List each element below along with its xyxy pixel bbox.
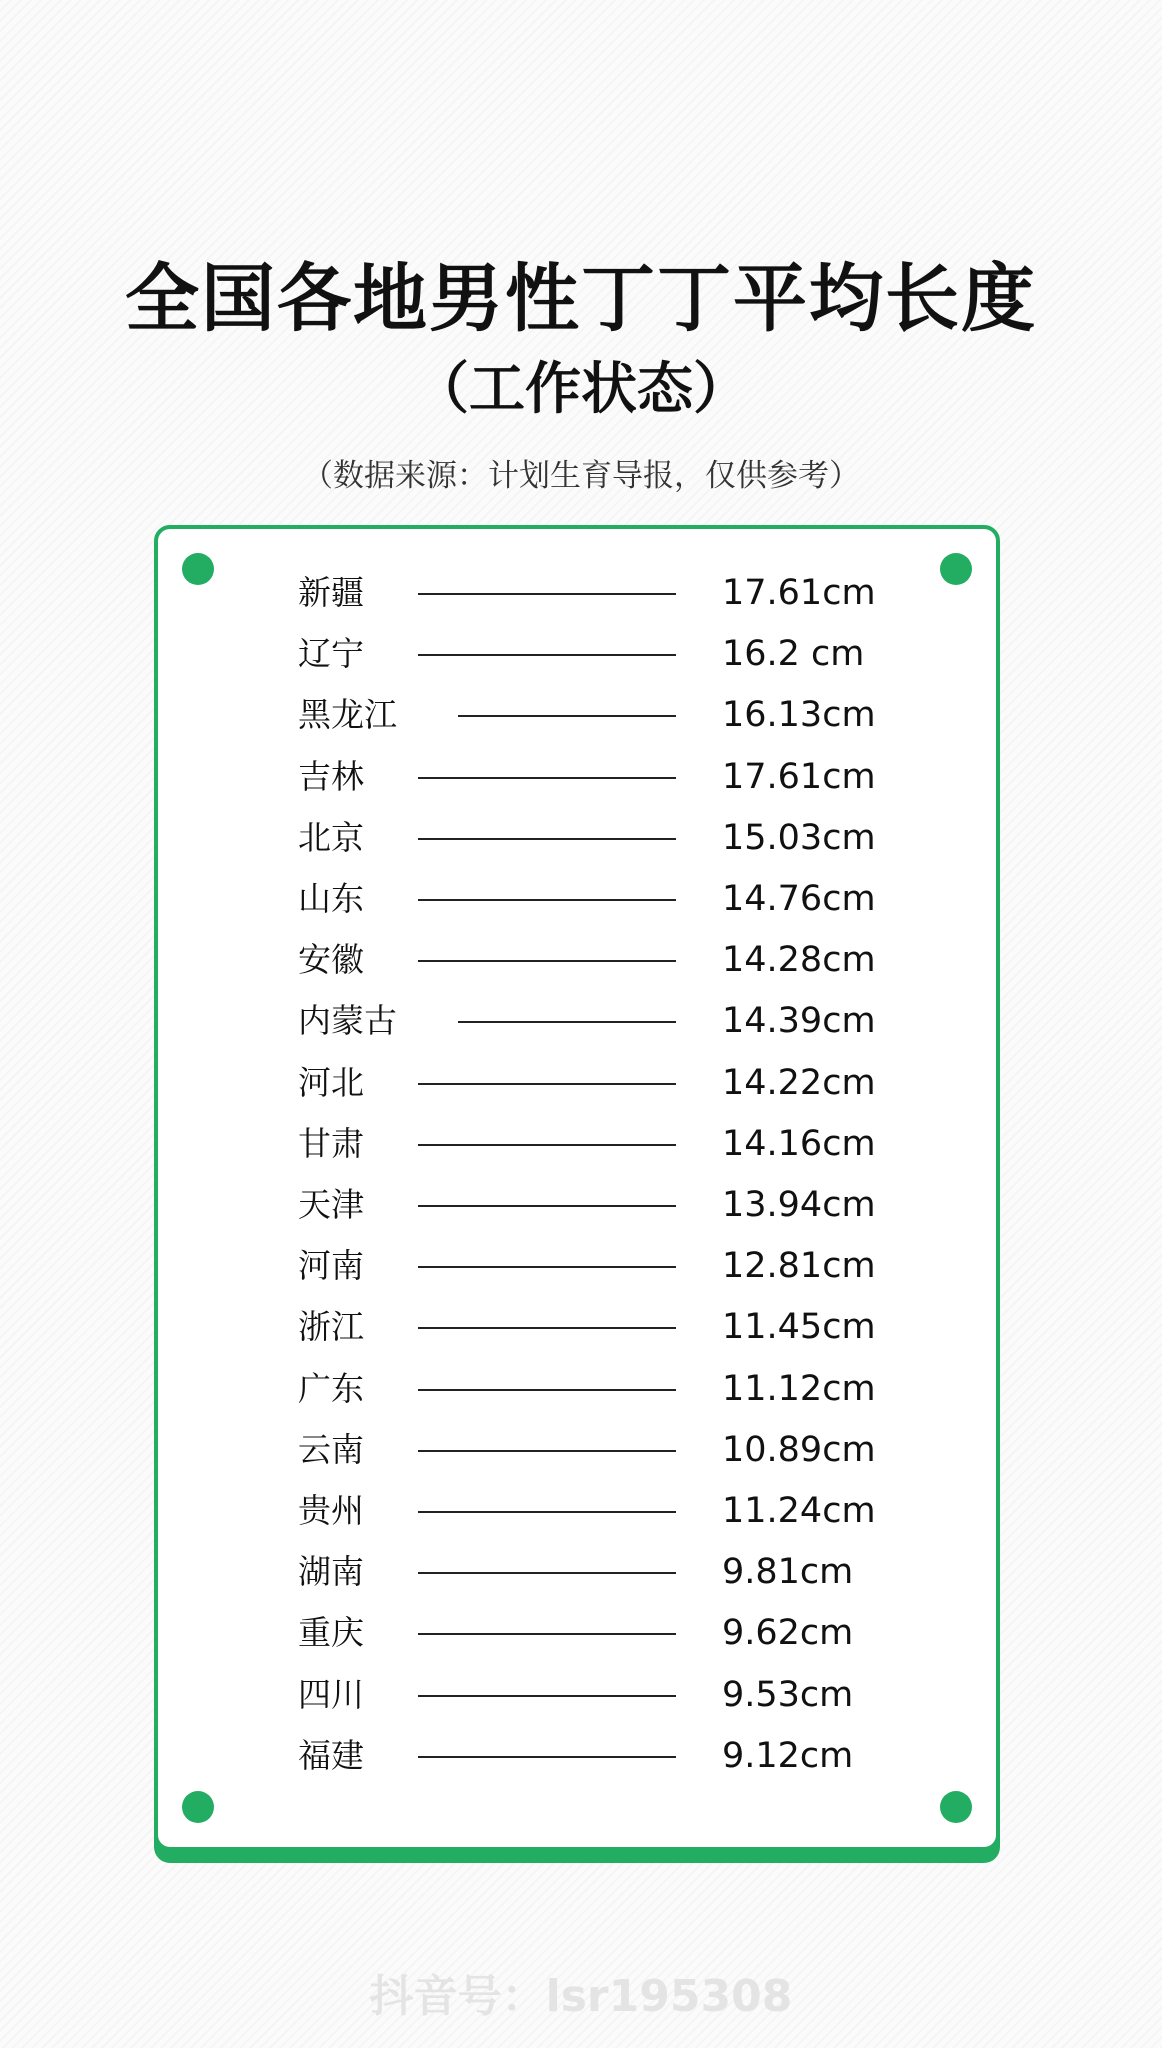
region-name: 辽宁 [298, 634, 364, 674]
region-name: 天津 [298, 1185, 364, 1224]
leader-line [418, 899, 676, 901]
leader-line [418, 1389, 676, 1391]
leader-line [418, 777, 676, 779]
length-value: 13.94cm [722, 1185, 876, 1225]
leader-line [418, 1205, 676, 1207]
leader-line [418, 1450, 676, 1452]
leader-line [418, 1633, 676, 1635]
table-row [158, 1303, 996, 1351]
table-row [158, 1487, 996, 1535]
region-name: 山东 [298, 879, 364, 918]
length-value: 11.12cm [722, 1368, 876, 1409]
table-row [158, 1732, 996, 1780]
table-row [158, 1365, 996, 1413]
region-name: 新疆 [298, 573, 364, 612]
leader-line [418, 654, 676, 656]
table-row [158, 630, 996, 678]
length-value: 11.24cm [722, 1491, 876, 1531]
length-value: 14.76cm [722, 879, 876, 919]
region-name: 河北 [298, 1062, 364, 1102]
table-row [158, 1059, 996, 1107]
length-value: 9.62cm [722, 1613, 854, 1654]
length-value: 15.03cm [722, 817, 876, 858]
table-row [158, 569, 996, 617]
table-row [158, 875, 996, 923]
page-subtitle: （工作状态） [413, 357, 749, 422]
length-value: 17.61cm [722, 756, 876, 797]
table-row [158, 1548, 996, 1596]
leader-line [418, 1695, 676, 1697]
leader-line [418, 593, 676, 595]
region-name: 重庆 [298, 1613, 364, 1653]
region-name: 安徽 [298, 940, 364, 980]
watermark-text: 抖音号：lsr195308 [369, 1971, 793, 2022]
leader-line [418, 1511, 676, 1513]
table-row [158, 1242, 996, 1290]
table-row [158, 1120, 996, 1168]
length-value: 14.22cm [722, 1062, 876, 1103]
region-name: 贵州 [298, 1491, 364, 1530]
table-row [158, 1426, 996, 1474]
table-row [158, 691, 996, 739]
region-name: 四川 [298, 1674, 364, 1714]
length-value: 16.2 cm [722, 634, 865, 675]
table-row [158, 1671, 996, 1719]
leader-line [418, 1572, 676, 1574]
length-value: 9.12cm [722, 1735, 854, 1776]
leader-line [458, 1021, 676, 1023]
length-value: 10.89cm [722, 1429, 876, 1470]
region-name: 北京 [298, 817, 364, 857]
leader-line [418, 1083, 676, 1085]
leader-line [418, 838, 676, 840]
region-name: 黑龙江 [298, 695, 397, 735]
leader-line [458, 715, 676, 717]
region-name: 广东 [298, 1368, 364, 1408]
length-value: 16.13cm [722, 695, 876, 736]
region-name: 浙江 [298, 1307, 364, 1347]
data-rows [158, 529, 996, 1847]
data-source-note: （数据来源：计划生育导报，仅供参考） [302, 458, 860, 494]
length-value: 14.39cm [722, 1001, 876, 1042]
data-board [154, 525, 1000, 1851]
table-row [158, 1181, 996, 1229]
length-value: 14.16cm [722, 1123, 876, 1164]
length-value: 11.45cm [722, 1307, 876, 1348]
leader-line [418, 1266, 676, 1268]
table-row [158, 753, 996, 801]
leader-line [418, 1144, 676, 1146]
table-row [158, 997, 996, 1045]
region-name: 内蒙古 [298, 1001, 397, 1041]
region-name: 福建 [298, 1735, 364, 1775]
page-title: 全国各地男性丁丁平均长度 [125, 256, 1037, 342]
region-name: 吉林 [298, 756, 364, 796]
length-value: 14.28cm [722, 940, 876, 981]
length-value: 9.81cm [722, 1552, 854, 1593]
table-row [158, 814, 996, 862]
region-name: 湖南 [298, 1552, 364, 1592]
region-name: 甘肃 [298, 1123, 364, 1163]
leader-line [418, 960, 676, 962]
length-value: 17.61cm [722, 573, 876, 613]
leader-line [418, 1756, 676, 1758]
leader-line [418, 1327, 676, 1329]
table-row [158, 936, 996, 984]
table-row [158, 1609, 996, 1657]
region-name: 河南 [298, 1246, 364, 1286]
length-value: 12.81cm [722, 1246, 876, 1287]
region-name: 云南 [298, 1429, 364, 1469]
length-value: 9.53cm [722, 1674, 854, 1715]
